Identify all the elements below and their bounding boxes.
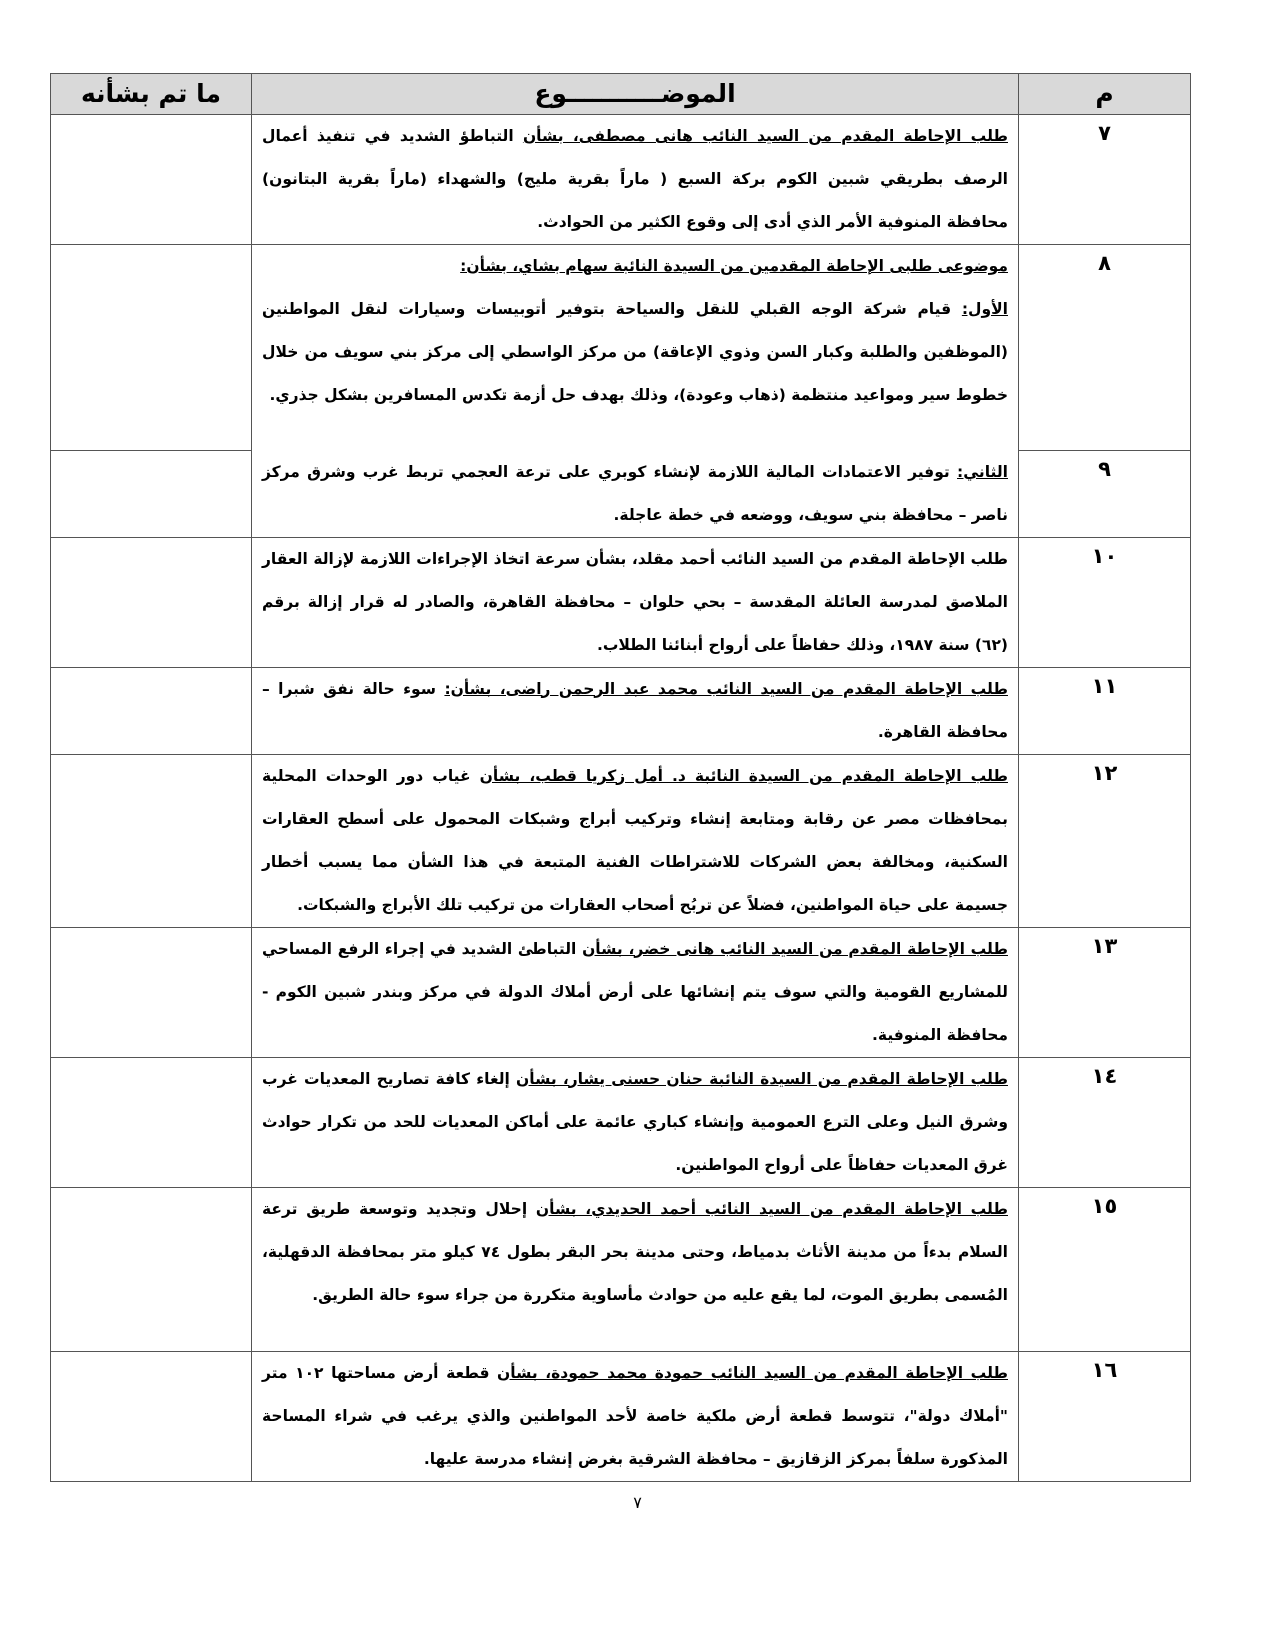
request-body: قطعة أرض مساحتها ١٠٢ متر "أملاك دولة"، تتوسط قطعة أرض ملكية خاصة لأحد المواطنين والذي يرغب في شراء المساحة المذكورة سلفاً بمركز الزقازيق – محافظة الشرقية بغرض إنشاء مدرسة عليها. <box>262 1363 1008 1468</box>
request-body: إحلال وتجديد وتوسعة طريق ترعة السلام بدءاً من مدينة الأثاث بدمياط، وحتى مدينة بحر البقر بطول ٧٤ كيلو متر بمحافظة الدقهلية، المُسمى بطريق الموت، لما يقع عليه من حوادث مأساوية متكررة من جراء سوء حالة الطريق. <box>262 1199 1008 1304</box>
request-intro: طلب الإحاطة المقدم من السيد النائب هانى مصطفى، بشأن <box>522 127 1008 145</box>
request-intro: طلب الإحاطة المقدم من السيد النائب حمودة محمد حمودة، بشأن <box>497 1363 1008 1382</box>
table-row <box>51 1351 1191 1481</box>
agenda-table <box>50 73 1191 1482</box>
row-action-cell <box>51 115 252 245</box>
row-subject <box>252 115 1019 245</box>
row-action-cell <box>51 451 252 538</box>
row-number: ١٠ <box>1019 537 1191 667</box>
header-number: م <box>1019 74 1191 115</box>
request-intro: موضوعى طلبى الإحاطة المقدمين من السيدة النائبة سهام بشاي، بشأن: <box>460 257 1008 275</box>
request-intro: طلب الإحاطة المقدم من السيد النائب هانى خضر، بشأن <box>582 939 1008 958</box>
row-number: ٩ <box>1019 451 1191 538</box>
header-action: ما تم بشأنه <box>51 74 252 115</box>
request-intro: طلب الإحاطة المقدم من السيدة النائبة د. أمل زكريا قطب، بشأن <box>479 766 1008 785</box>
table-row <box>51 754 1191 927</box>
table-row <box>51 451 1191 538</box>
header-subject: الموضـــــــــــوع <box>252 74 1019 115</box>
row-action-cell <box>51 667 252 754</box>
row-subject <box>252 927 1019 1057</box>
request-intro: طلب الإحاطة المقدم من السيدة النائبة حنان حسنى يشار، بشأن <box>516 1069 1008 1088</box>
request-body: التباطؤ الشديد في تنفيذ أعمال الرصف بطريقي شبين الكوم بركة السبع ( ماراً بقرية مليج) والشهداء (ماراً بقرية البتانون) محافظة المنوفية الأمر الذي أدى إلى وقوع الكثير من الحوادث. <box>262 127 1008 231</box>
row-action-cell <box>51 537 252 667</box>
row-number: ١٢ <box>1019 754 1191 927</box>
row-number: ١٣ <box>1019 927 1191 1057</box>
row-subject <box>252 667 1019 754</box>
row-number: ٨ <box>1019 245 1191 451</box>
row-action-cell <box>51 754 252 927</box>
request-body: سوء حالة نفق شبرا – محافظة القاهرة. <box>262 679 1008 741</box>
row-subject <box>252 1057 1019 1187</box>
row-action-cell <box>51 927 252 1057</box>
table-row <box>51 1057 1191 1187</box>
second-item-label: الثاني: <box>957 462 1008 481</box>
row-number: ١١ <box>1019 667 1191 754</box>
row-action-cell <box>51 1057 252 1187</box>
row-subject <box>252 754 1019 927</box>
table-row <box>51 1187 1191 1351</box>
table-row <box>51 245 1191 451</box>
second-item-body: توفير الاعتمادات المالية اللازمة لإنشاء كوبري على ترعة العجمي تربط غرب وشرق مركز ناصر – محافظة بني سويف، ووضعه في خطة عاجلة. <box>262 462 1008 524</box>
request-intro: طلب الإحاطة المقدم من السيد النائب أحمد الحديدي، بشأن <box>535 1199 1008 1218</box>
row-subject <box>252 1187 1019 1351</box>
row-number: ١٥ <box>1019 1187 1191 1351</box>
page-number: ٧ <box>633 1493 642 1512</box>
first-item-label: الأول: <box>961 300 1008 318</box>
row-subject <box>252 1351 1019 1481</box>
request-body: غياب دور الوحدات المحلية بمحافظات مصر عن رقابة ومتابعة إنشاء وتركيب أبراج وشبكات المحمول على أسطح العقارات السكنية، ومخالفة بعض الشركات للاشتراطات الفنية المتبعة في هذا الشأن مما يسبب أخطار جسيمة على حياة المواطنين، فضلاً عن تربُح أصحاب العقارات من تركيب تلك الأبراج والشبكات. <box>262 766 1008 914</box>
row-action-cell <box>51 1187 252 1351</box>
first-item-body: قيام شركة الوجه القبلي للنقل والسياحة بتوفير أتوبيسات وسيارات لنقل المواطنين (الموظفين والطلبة وكبار السن وذوي الإعاقة) من مركز الواسطي إلى مركز بني سويف من خلال خطوط سير ومواعيد منتظمة (ذهاب وعودة)، وذلك بهدف حل أزمة تكدس المسافرين بشكل جذري. <box>262 300 1008 404</box>
row-subject <box>252 451 1019 538</box>
row-action-cell <box>51 245 252 451</box>
row-subject <box>252 537 1019 667</box>
row-number: ١٤ <box>1019 1057 1191 1187</box>
request-text: طلب الإحاطة المقدم من السيد النائب أحمد مقلد، بشأن سرعة اتخاذ الإجراءات اللازمة لإزالة العقار الملاصق لمدرسة العائلة المقدسة – بحي حلوان – محافظة القاهرة، والصادر له قرار إزالة برقم (٦٢) سنة ١٩٨٧، وذلك حفاظاً على أرواح أبنائنا الطلاب. <box>262 549 1008 654</box>
row-number: ١٦ <box>1019 1351 1191 1481</box>
table-row <box>51 537 1191 667</box>
request-body: التباطئ الشديد في إجراء الرفع المساحي للمشاريع القومية والتي سوف يتم إنشائها على أرض أملاك الدولة في مركز وبندر شبين الكوم - محافظة المنوفية. <box>262 939 1008 1044</box>
table-row <box>51 927 1191 1057</box>
table-row <box>51 115 1191 245</box>
table-header-row <box>51 74 1191 115</box>
request-intro: طلب الإحاطة المقدم من السيد النائب محمد عبد الرحمن راضى، بشأن: <box>444 679 1008 698</box>
request-body: إلغاء كافة تصاريح المعديات غرب وشرق النيل وعلى الترع العمومية وإنشاء كباري عائمة على أماكن المعديات للحد من تكرار حوادث غرق المعديات حفاظاً على أرواح المواطنين. <box>262 1069 1008 1174</box>
row-subject <box>252 245 1019 451</box>
row-action-cell <box>51 1351 252 1481</box>
row-number: ٧ <box>1019 115 1191 245</box>
table-row <box>51 667 1191 754</box>
